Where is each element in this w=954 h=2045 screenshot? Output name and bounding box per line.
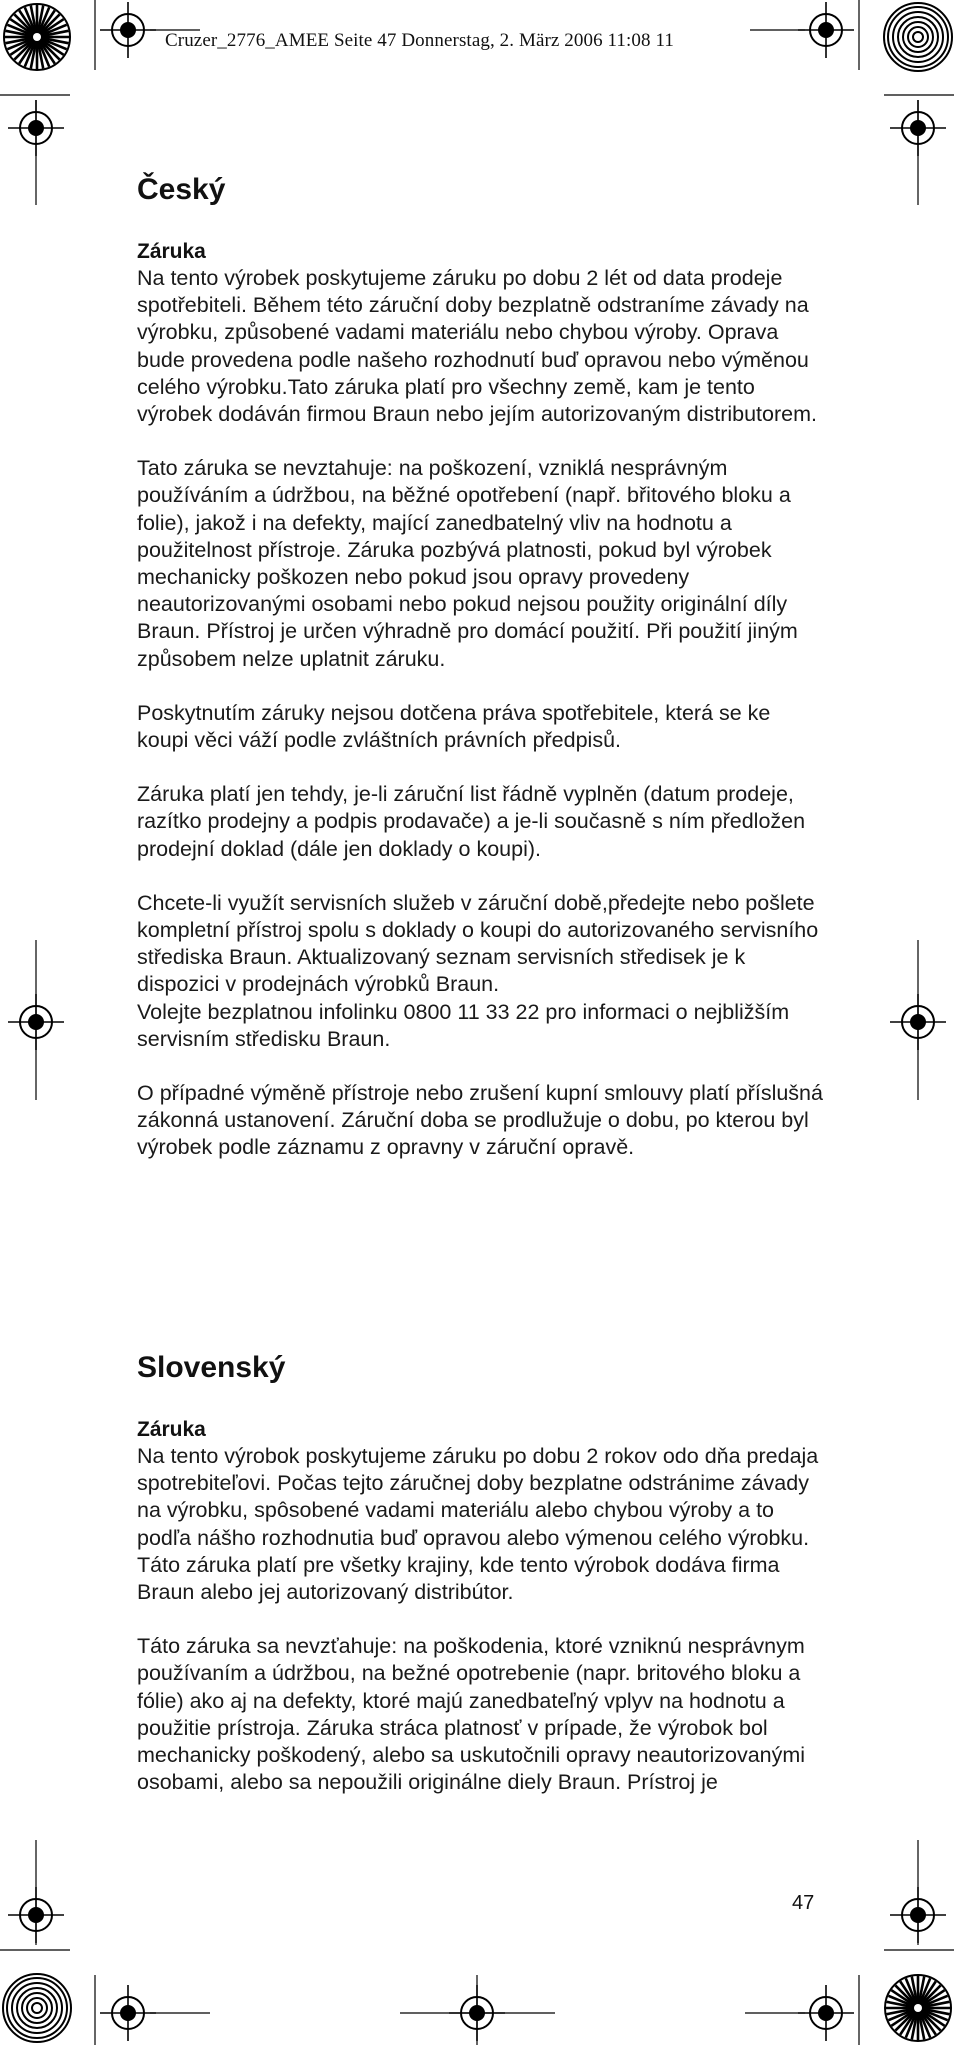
- section-slovak: [137, 1346, 827, 1823]
- paragraph: Poskytnutím záruky nejsou dotčena práva spotřebitele, která se ke koupi věci váží podle zvláštních právních předpisů.: [137, 700, 771, 753]
- subtitle-warranty-czech: Záruka: [137, 240, 206, 263]
- paragraph: Tato záruka se nevztahuje: na poškození, vzniklá nesprávným používáním a údržbou, na běžné opotřebení (např. břitového bloku a folie), jakož i na defekty, mající zanedbatelný vliv na hodnotu a použitelnost přístroje. Záruka pozbývá platnosti, pokud byl výrobek mechanicky poškozen nebo pokud jsou opravy provedeny neautorizovanými osobami nebo pokud nejsou použity originální díly Braun. Přístroj je určen výhradně pro domácí použití. Při použití jiným způsobem nelze uplatnit záruku.: [137, 456, 798, 671]
- section-title-slovak: Slovenský: [137, 1351, 286, 1384]
- paragraph: Chcete-li využít servisních služeb v záruční době,předejte nebo pošlete kompletní přístroj spolu s doklady o koupi do autorizovaného servisního střediska Braun. Aktualizovaný seznam servisních středisek je k dispozici v prodejnách výrobků Braun. Volejte bezplatnou infolinku 0800 11 33 22 pro informaci o nejbližším servisním středisku Braun.: [137, 890, 819, 1051]
- paragraph: Táto záruka sa nevzťahuje: na poškodenia, ktoré vzniknú nesprávnym používaním a údržbou, na bežné opotrebenie (napr. britového bloku a fólie) ako aj na defekty, ktoré majú zanedbateľný vplyv na hodnotu a použitie prístroja. Záruka stráca platnosť v prípade, že výrobok bol mechanicky poškodený, alebo sa uskutočnili opravy neautorizovanými osobami, alebo sa nepoužili originálne diely Braun. Prístroj je: [137, 1634, 806, 1795]
- section-czech: [137, 168, 827, 1189]
- subtitle-warranty-slovak: Záruka: [137, 1418, 206, 1441]
- section-title-czech: Český: [137, 173, 226, 206]
- paragraph: Na tento výrobek poskytujeme záruku po dobu 2 lét od data prodeje spotřebiteli. Během této záruční doby bezplatně odstraníme závady na výrobku, způsobené vadami materiálu nebo chybou výroby. Oprava bude provedena podle našeho rozhodnutí buď opravou nebo výměnou celého výrobku.Tato záruka platí pro všechny země, kam je tento výrobek dodáván firmou Braun nebo jejím autorizovaným distributorem.: [137, 266, 817, 427]
- page-number: 47: [792, 1892, 815, 1914]
- paragraph: Záruka platí jen tehdy, je-li záruční list řádně vyplněn (datum prodeje, razítko prodejny a podpis prodavače) a je-li současně s ním předložen prodejní doklad (dále jen doklady o koupi).: [137, 782, 806, 861]
- print-slug: Cruzer_2776_AMEE Seite 47 Donnerstag, 2. März 2006 11:08 11: [165, 30, 674, 51]
- paragraph: Na tento výrobok poskytujeme záruku po dobu 2 rokov odo dňa predaja spotrebiteľovi. Počas tejto záručnej doby bezplatne odstránime závady na výrobku, spôsobené vadami materiálu alebo chybou výroby a to podľa nášho rozhodnutia buď opravou alebo výmenou celého výrobku. Táto záruka platí pre všetky krajiny, kde tento výrobok dodáva firma Braun alebo jej autorizovaný distribútor.: [137, 1444, 819, 1605]
- paragraph: O případné výměně přístroje nebo zrušení kupní smlouvy platí příslušná zákonná ustanovení. Záruční doba se prodlužuje o dobu, po kterou byl výrobek podle záznamu z opravny v záruční opravě.: [137, 1081, 823, 1160]
